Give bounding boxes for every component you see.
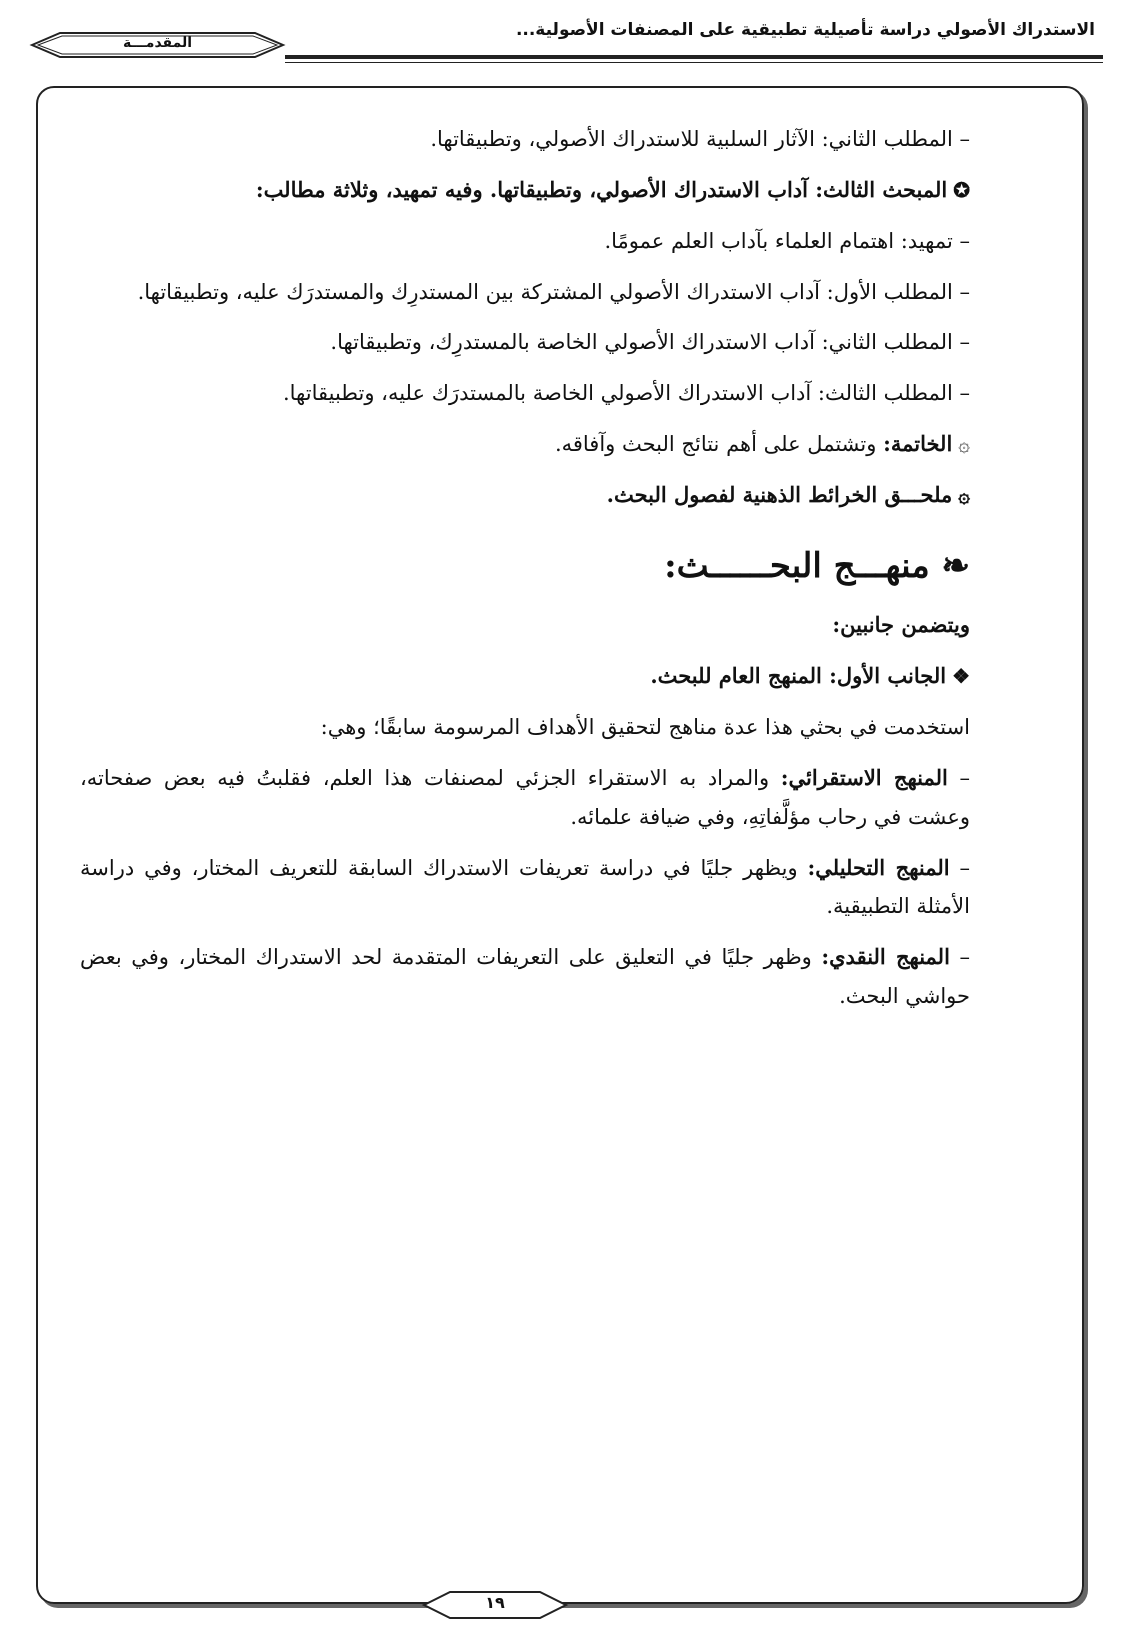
appendix-paragraph xyxy=(80,476,970,515)
dash: – xyxy=(949,945,970,970)
paragraph: – تمهيد: اهتمام العلماء بآداب العلم عمومًا. xyxy=(604,228,970,253)
section-heading-paragraph xyxy=(80,171,970,210)
ornament-icon: ۞ xyxy=(958,482,970,507)
paragraph: – المطلب الثاني: آداب الاستدراك الأصولي الخاصة بالمستدرِك، وتطبيقاتها. xyxy=(330,330,970,355)
section-heading-text: المبحث الثالث: آداب الاستدراك الأصولي، وتطبيقاتها. وفيه تمهيد، وثلاثة مطالب: xyxy=(255,176,948,202)
method-label: المنهج التحليلي: xyxy=(807,854,950,880)
method-paragraph xyxy=(80,938,970,1016)
paragraph: – المطلب الثالث: آداب الاستدراك الأصولي الخاصة بالمستدرَك عليه، وتطبيقاتها. xyxy=(282,381,970,406)
conclusion-paragraph xyxy=(80,425,970,464)
page-number: ١٩ xyxy=(485,1593,505,1612)
methodology-heading xyxy=(80,543,970,591)
dash: – xyxy=(947,765,970,790)
diamond-icon: ❖ xyxy=(952,664,970,689)
paragraph: – المطلب الأول: آداب الاستدراك الأصولي المشتركة بين المستدرِك والمستدرَك عليه، وتطبيقاتها. xyxy=(137,279,970,304)
method-paragraph xyxy=(80,759,970,837)
ornament-icon: ۞ xyxy=(958,432,970,457)
method-label: المنهج النقدي: xyxy=(821,944,950,970)
appendix-text: ملحـــق الخرائط الذهنية لفصول البحث. xyxy=(606,481,953,507)
page-content xyxy=(80,120,970,1028)
paragraph: استخدمت في بحثي هذا عدة مناهج لتحقيق الأهداف المرسومة سابقًا؛ وهي: xyxy=(320,715,970,740)
paragraph: ويتضمن جانبين: xyxy=(832,612,970,638)
header-rule-thin xyxy=(285,62,1103,63)
book-title: الاستدراك الأصولي دراسة تأصيلية تطبيقية على المصنفات الأصولية... xyxy=(515,20,1095,40)
method-text: ويظهر جليًا في دراسة تعريفات الاستدراك السابقة للتعريف المختار، وفي دراسة الأمثلة التطبيقية. xyxy=(80,855,970,919)
section-label-tab xyxy=(30,30,285,60)
conclusion-text: وتشتمل على أهم نتائج البحث وآفاقه. xyxy=(554,432,877,457)
heading-ornament-icon: ❧ xyxy=(941,545,970,586)
section-label: المقدمـــة xyxy=(122,35,193,51)
method-text: والمراد به الاستقراء الجزئي لمصنفات هذا العلم، فقلبتُ فيه بعض صفحاته، وعشت في رحاب مؤلَّفاتِهِ، وفي ضيافة علمائه. xyxy=(80,765,970,829)
page-number-badge xyxy=(420,1588,570,1622)
subsection-paragraph xyxy=(80,657,970,696)
subsection-text: الجانب الأول: المنهج العام للبحث. xyxy=(650,663,947,689)
method-label: المنهج الاستقرائي: xyxy=(780,764,948,790)
flower-icon: ✪ xyxy=(953,177,970,202)
conclusion-label: الخاتمة: xyxy=(883,431,953,457)
dash: – xyxy=(949,855,970,880)
heading-text: منهـــج البحــــــث: xyxy=(664,545,930,586)
method-paragraph xyxy=(80,849,970,927)
method-text: وظهر جليًا في التعليق على التعريفات المتقدمة لحد الاستدراك المختار، وفي بعض حواشي البحث. xyxy=(80,945,970,1009)
header-rule xyxy=(285,55,1103,59)
paragraph: – المطلب الثاني: الآثار السلبية للاستدراك الأصولي، وتطبيقاتها. xyxy=(430,127,970,151)
